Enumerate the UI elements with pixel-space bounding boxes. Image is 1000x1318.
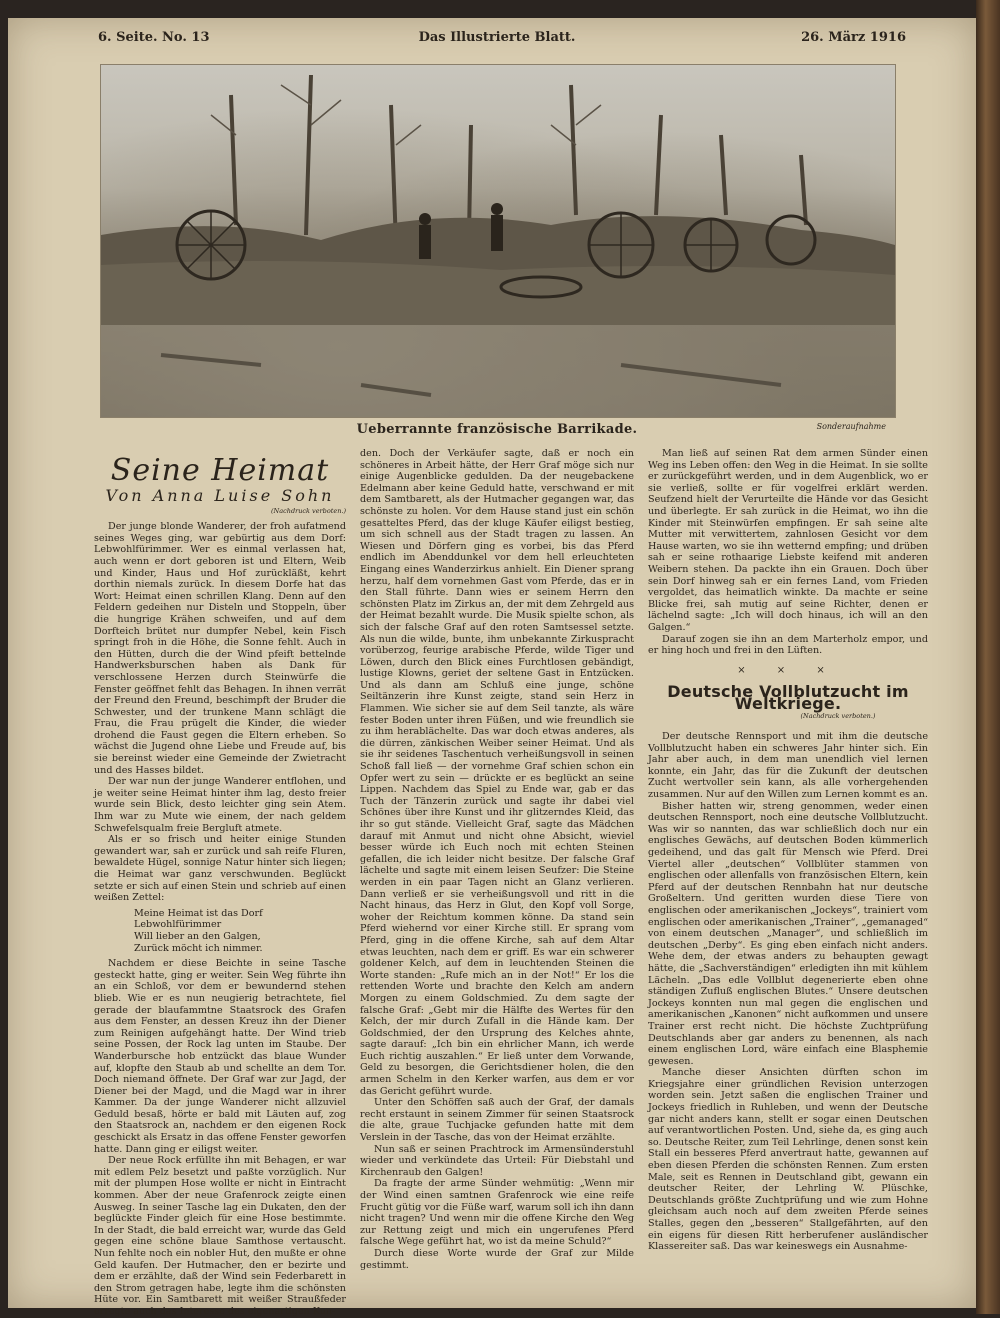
story-paragraph: Man ließ auf seinen Rat dem armen Sünder einen Weg ins Leben offen: den Weg in die Heimat. In sie sollte er zurückgeführt werden, und in dem Augenblick, wo er sie verließ, sollte er für vogelfrei erklärt werden. Seufzend hielt der Verurteilte die Hände vor das Gesicht und überlegte. Er sah zurück in die Heimat, wo ihn die Kinder mit Steinwürfen empfingen. Er sah seine alte Mutter mit verwittertem, zahnlosen Gesicht vor dem Hause warten, wo sie ihn wetternd empfing; und drüben sah er seine rothaarige Liebste keifend mit anderen Weibern stehen. Da packte ihn ein Grauen. Doch über sein Dorf hinweg sah er ein fernes Land, vom Frieden vergoldet, das heimatlich winkte. Da machte er seine Blicke frei, sah mutig auf seine Richter, denen er lächelnd sagte: „Ich will doch hinaus, ich will an den Galgen.“ [648,448,928,633]
issue-date: 26. März 1916 [801,30,906,45]
poem-line: Will lieber an den Galgen, [134,930,261,942]
photo-credit: Sonderaufnahme [816,422,886,431]
story-paragraph: Unter den Schöffen saß auch der Graf, der damals recht erstaunt in seinem Zimmer für seinen Staatsrock die alte, graue Tuchjacke gefunden hatte mit dem Verslein in der Tasche, das von der Heimat erzählte. [360,1097,634,1144]
story-paragraph: Als er so frisch und heiter einige Stunden gewandert war, sah er zurück und sah reife Fluren, bewaldete Hügel, sonnige Natur hinter sich liegen; die Heimat war ganz verschwunden. Beglückt setzte er sich auf einen Stein und schrieb auf einen weißen Zettel: [94,834,346,904]
story-paragraph: den. Doch der Verkäufer sagte, daß er noch ein schöneres in Arbeit hätte, der Herr Graf möge sich nur einige Augenblicke gedulden. Da der neugebackene Edelmann aber keine Geduld hatte, verschwand er mit dem Samtbarett, als der Hutmacher gegangen war, das schönste zu holen. Vor dem Hause stand just ein schön gesatteltes Pferd, das der kluge Käufer eiligst bestieg, um sich schnell aus der Stadt tragen zu lassen. An Wiesen und Dörfern ging es vorbei, bis das Pferd endlich im Abenddunkel vor dem hell erleuchteten Eingang eines Wanderzirkus anhielt. Ein Diener sprang herzu, half dem vornehmen Gast vom Pferde, das er in den Stall führte. Dann wies er seinem Herrn den schönsten Platz im Zirkus an, der mit dem Zehrgeld aus der Heimat bezahlt wurde. Die Musik spielte schon, als sich der falsche Graf auf den roten Samtsessel setzte. Als nun die wilde, bunte, ihm unbekannte Zirkuspracht vorüberzog, feurige arabische Pferde, wilde Tiger und Löwen, durch den Blick eines Furchtlosen gebändigt, lustige Klowns, geriet der seltene Gast in Entzücken. Und als dann am Schluß eine junge, schöne Seiltänzerin ihre Kunst zeigte, stand sein Herz in Flammen. Wie sicher sie auf dem Seil tanzte, als wäre fester Boden unter ihren Füßen, und wie freundlich sie zu ihm herablächelte. Das war doch etwas anderes, als die dürren, zänkischen Weiber seiner Heimat. Und als sie ihr seidenes Taschentuch verheißungsvoll in seinen Schoß fall ließ — der vornehme Graf schien schon ein Opfer wert zu sein — drückte er es beglückt an seine Lippen. Nachdem das Spiel zu Ende war, gab er das Tuch der Tänzerin zurück und sagte ihr dabei viel Schönes über ihre Kunst und ihr glitzerndes Kleid, das ihr so gut stände. Vielleicht Graf, sagte das Mädchen darauf mit Anmut und nicht ohne Absicht, wieviel besser würde ich Euch noch mit echten Steinen gefallen, die ich leider nicht besitze. Der falsche Graf lächelte und sagte mit einem leisen Seufzer: Die Steine werden in ein paar Tagen nicht an Glanz verlieren. Dann verließ er sie verheißungsvoll und ritt in die Nacht hinaus, das Herz in Glut, den Kopf voll Sorge, woher der Reichtum kommen könne. Da stand sein Pferd wiehernd vor einer Kirche still. Er sprang vom Pferd, ging in die offene Kirche, sah auf dem Altar etwas leuchten, nach dem er griff. Es war ein schwerer goldener Kelch, auf dem in leuchtenden Steinen die Worte standen: „Rufe mich an in der Not!“ Er los die rettenden Worte und brachte den Kelch am andern Morgen zu einem Goldschmied. Zu dem sagte der falsche Graf: „Gebt mir die Hälfte des Wertes für den Kelch, der mir durch Zufall in die Hände kam. Der Goldschmied, der den Ursprung des Kelches ahnte, sagte darauf: „Ich bin ein ehrlicher Mann, ich werde Euch richtig auszahlen.“ Er ließ unter dem Vorwande, Geld zu besorgen, die Gerichtsdiener holen, die den armen Schelm in den Kerker warfen, aus dem er vor das Gericht geführt wurde. [360,448,634,1097]
masthead-title: Das Illustrierte Blatt. [418,30,576,45]
poem-line: Meine Heimat ist das Dorf [134,907,263,919]
article-paragraph: Bisher hatten wir, streng genommen, weder einen deutschen Rennsport, noch eine deutsche Vollblutzucht. Was wir so nannten, das war schließlich doch nur ein englisches Gewächs, auf deutschen Boden kümmerlich gedeihend, und das galt für Mensch wie Pferd. Drei Viertel aller „deutschen“ Vollblüter stammen von englischen oder allenfalls von französischen Eltern, kein Pferd auf der deutschen Rennbahn hat nur deutsche Großeltern. Und geritten wurden diese Tiere von englischen oder amerikanischen „Jockeys“, trainiert vom englischen oder amerikanischen „Trainer“, „gemanaged“ von einem deutschen „Manager“, und schließlich im deutschen „Derby“. Es ging eben einfach nicht anders. Wehe dem, der etwas anders zu behaupten gewagt hätte, die „Sachverständigen“ erledigten ihn mit kühlem Lächeln. „Das edle Vollblut degenerierte eben ohne ständigen Zufluß englischen Blutes.“ Unsere deutschen Jockeys konnten nun mal gegen die englischen und amerikanischen „Kanonen“ nicht aufkommen und unsere Trainer erst recht nicht. Die höchste Zuchtprüfung Deutschlands aber gar anders zu benennen, als nach einem englischen Lord, wäre einfach eine Blasphemie gewesen. [648,800,928,1067]
reprint-note: (Nachdruck verboten.) [271,506,346,515]
story-author: Von Anna Luise Sohn [105,486,335,505]
story-column-1 [94,446,346,1318]
column-3 [648,448,928,1253]
newspaper-page [8,18,976,1317]
page-number: 6. Seite. No. 13 [98,30,210,45]
poem [134,908,346,954]
photo-caption: Ueberrannte französische Barrikade. [356,422,638,437]
article-title: Deutsche Vollblutzucht im Weltkriege. [667,682,909,713]
story-paragraph: Nachdem er diese Beichte in seine Tasche gesteckt hatte, ging er weiter. Sein Weg führte ihn an ein Schloß, vor dem er bewundernd stehen blieb. Wie er es nun neugierig betrachtete, fiel gerade der blaufammtne Staatsrock des Grafen aus dem Fenster, an dessen Kreuz ihn der Diener zum Reinigen aufgehängt hatte. Der Wind trieb seine Possen, der Rock lag unten im Staube. Der Wanderbursche hob entzückt das blaue Wunder auf, klopfte den Staub ab und schellte an dem Tor. Doch niemand öffnete. Der Graf war zur Jagd, der Diener bei der Magd, und die Magd war in ihrer Kammer. Da der junge Wanderer nicht allzuviel Geduld besaß, hörte er bald mit Läuten auf, zog den Staatsrock an, nachdem er den eigenen Rock geschickt als Ersatz in das offene Fenster geworfen hatte. Dann ging er eiligst weiter. [94,958,346,1155]
book-spine [976,0,1000,1314]
story-paragraph: Der neue Rock erfüllte ihn mit Behagen, er war mit edlem Pelz besetzt und paßte vorzüglich. Nur mit der plumpen Hose wollte er nicht in Eintracht kommen. Aber der neue Grafenrock zeigte einen Ausweg. In seiner Tasche lag ein Dukaten, den der beglückte Finder gleich für eine Hose bestimmte. In der Stadt, die bald erreicht war, wurde das Geld gegen eine schöne blaue Samthose vertauscht. Nun fehlte noch ein nobler Hut, den mußte er ohne Geld kaufen. Der Hutmacher, den er bezirte und dem er erzählte, daß der Wind sein Federbarett in den Strom getragen habe, legte ihm die schönsten Hüte vor. Ein Samtbarett mit weißer Straußfeder erregte auch das Interesse des eigenartigen Kun- [94,1155,346,1317]
story-paragraph: Der junge blonde Wanderer, der froh aufatmend seines Weges ging, war gebürtig aus dem Dorf: Lebwohlfürimmer. Wer es einmal verlassen hat, auch wenn er dort geboren ist und Eltern, Weib und Kinder, Haus und Hof zurückläßt, kehrt dorthin niemals zurück. In diesem Dorfe hat das Wort: Heimat einen schrillen Klang. Denn auf den Feldern gedeihen nur Disteln und Stoppeln, über die hungrige Krähen schweifen, und auf dem Dorfteich brütet nur dumpfer Nebel, kein Fisch springt froh in die Höhe, die Sonne fehlt. Auch in den Hütten, durch die der Wind pfeift bettelnde Handwerksburschen haben als Dank für verschlossene Herzen durch Steinwürfe die Fenster geöffnet fehlt das Behagen. In ihnen verrät der Freund den Freund, beschimpft der Bruder die Schwester, und der trunkene Mann schlägt die Frau, die Frau prügelt die Kinder, die wieder drohend die Faust gegen die Eltern erheben. So wächst die Jugend ohne Liebe und Freude auf, bis sie bereinst wieder eine Gemeinde der Zwietracht und des Hasses bildet. [94,521,346,776]
story-paragraph: Nun saß er seinen Prachtrock im Armensünderstuhl wieder und verkündete das Urteil: Für Diebstahl und Kirchenraub den Galgen! [360,1143,634,1178]
story-paragraph: Darauf zogen sie ihn an dem Marterholz empor, und er hing hoch und frei in den Lüften. [648,633,928,657]
page-header [88,30,906,54]
section-divider: × × × [737,664,839,676]
article-paragraph: Der deutsche Rennsport und mit ihm die deutsche Vollblutzucht haben ein schweres Jahr hinter sich. Ein Jahr aber auch, in dem man unendlich viel lernen konnte, ein Jahr, das für die Zukunft der deutschen Zucht wertvoller sein kann, als alle vorhergehenden zusammen. Nur auf den Willen zum Lernen kommt es an. [648,731,928,801]
story-title: Seine Heimat [110,453,330,488]
story-paragraph: Der war nun der junge Wanderer entflohen, und je weiter seine Heimat hinter ihm lag, desto freier wurde sein Blick, desto leichter ging sein Atem. Ihm war zu Mute wie einem, der nach geldem Schwefelsqualm freie Bergluft atmete. [94,776,346,834]
story-column-2 [360,448,634,1271]
story-paragraph: Durch diese Worte wurde der Graf zur Milde gestimmt. [360,1247,634,1271]
poem-line: Zurück möcht ich nimmer. [134,942,263,954]
article-reprint-note: (Nachdruck verboten.) [800,712,876,721]
story-paragraph: Da fragte der arme Sünder wehmütig: „Wenn mir der Wind einen samtnen Grafenrock wie eine reife Frucht gütig vor die Füße warf, warum soll ich ihn dann nicht tragen? Und wenn mir die offene Kirche den Weg zur Rettung zeigt und mich ein ungerufenes Pferd falsche Wege geführt hat, wo ist da meine Schuld?“ [360,1178,634,1248]
barricade-photo [100,64,896,418]
article-paragraph: Manche dieser Ansichten dürften schon im Kriegsjahre einer gründlichen Revision unterzogen worden sein. Jetzt saßen die englischen Trainer und Jockeys friedlich in Ruhleben, und wenn der Deutsche gar nicht anders kann, stellt er sogar einen Deutschen auf verantwortlichen Posten. Und, siehe da, es ging auch so. Deutsche Reiter, zum Teil Lehrlinge, denen sonst kein Stall ein besseres Pferd anvertraut hatte, gewannen auf eben diesen Pferden die schönsten Rennen. Zum ersten Male, seit es Rennen in Deutschland gibt, gewann ein deutscher Reiter, der Lehrling W. Plüschke, Deutschlands größte Zuchtprüfung und wie zum Hohne gleichsam auch noch auf dem zweiten Pferde seines Stalles, gegen den „besseren“ Stallgefährten, auf den ein eigens für diesen Ritt herberufener ausländischer Klassereiter saß. Das war keineswegs ein Ausnahme- [648,1067,928,1253]
poem-line: Lebwohlfürimmer [134,919,222,931]
barricade-photo-illustration [101,65,895,417]
